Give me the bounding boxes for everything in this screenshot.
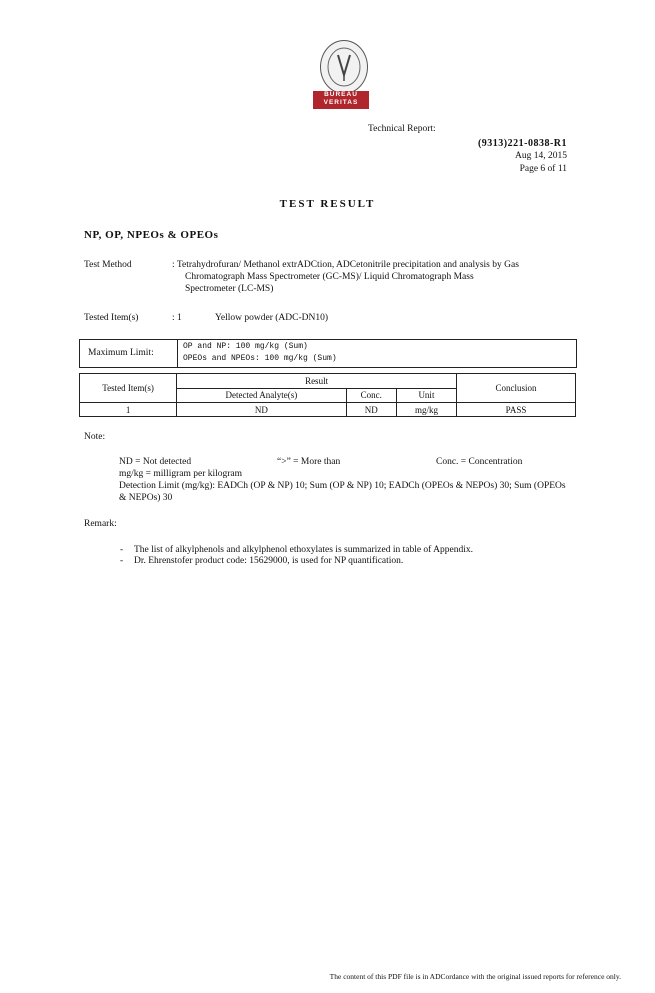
header-result: Result <box>177 374 457 389</box>
maximum-limit-divider <box>177 340 178 367</box>
cell-item: 1 <box>80 403 177 417</box>
remark-list <box>120 545 580 567</box>
section-subtitle: NP, OP, NPEOs & OPEOs <box>84 229 219 241</box>
report-date: Aug 14, 2015 <box>515 151 567 161</box>
header-tested-item: Tested Item(s) <box>80 374 177 403</box>
note-label: Note: <box>84 432 106 442</box>
maximum-limit-box <box>79 339 577 368</box>
tested-item-number: : 1 <box>172 313 182 323</box>
footer-disclaimer: The content of this PDF file is in ADCordance with the original issued reports for reference only. <box>329 972 621 981</box>
cell-unit: mg/kg <box>396 403 456 417</box>
note-detection-line2: & NEPOs) 30 <box>119 493 173 503</box>
tested-item-description: Yellow powder (ADC-DN10) <box>215 313 329 323</box>
report-number: (9313)221-0838-R1 <box>477 138 567 149</box>
header-conclusion: Conclusion <box>457 374 576 403</box>
test-method-line3: Spectrometer (LC-MS) <box>185 284 274 294</box>
header-detected-analyte: Detected Analyte(s) <box>177 388 346 403</box>
cell-conclusion: PASS <box>457 403 576 417</box>
table-row <box>80 403 576 417</box>
list-item: - Dr. Ehrenstofer product code: 15629000, is used for NP quantification. <box>120 556 580 567</box>
bureau-veritas-seal-icon <box>320 40 368 94</box>
note-nd: ND = Not detected <box>119 457 192 467</box>
page-title: TEST RESULT <box>279 198 376 210</box>
maximum-limit-label: Maximum Limit: <box>88 348 154 358</box>
test-method-line1: : Tetrahydrofuran/ Methanol extrADCtion, ADCetonitrile precipitation and analysis by Gas <box>172 260 519 270</box>
note-conc: Conc. = Concentration <box>436 457 523 467</box>
list-item: - The list of alkylphenols and alkylphenol ethoxylates is summarized in table of Appendix. <box>120 545 580 556</box>
logo-line2: VERITAS <box>323 99 359 106</box>
bureau-veritas-logo <box>313 91 369 109</box>
header-conc: Conc. <box>346 388 396 403</box>
cell-conc: ND <box>346 403 396 417</box>
test-method-label: Test Method <box>84 260 132 270</box>
result-table <box>79 373 576 417</box>
maximum-limit-line2: OPEOs and NPEOs: 100 mg/kg (Sum) <box>183 354 337 363</box>
test-method-line2: Chromatograph Mass Spectrometer (GC-MS)/ Liquid Chromatograph Mass <box>185 272 474 282</box>
note-mgkg: mg/kg = milligram per kilogram <box>119 469 243 479</box>
page-number: Page 6 of 11 <box>519 164 567 174</box>
maximum-limit-line1: OP and NP: 100 mg/kg (Sum) <box>183 342 308 351</box>
note-detection-line1: Detection Limit (mg/kg): EADCh (OP & NP) 10; Sum (OP & NP) 10; EADCh (OPEOs & NEPOs) 30; Sum (OPEOs <box>119 481 566 491</box>
report-label: Technical Report: <box>368 124 436 134</box>
logo-line1: BUREAU <box>324 91 358 98</box>
remark-label: Remark: <box>84 519 117 529</box>
tested-item-label: Tested Item(s) <box>84 313 139 323</box>
note-more-than: “>” = More than <box>277 457 341 467</box>
cell-analyte: ND <box>177 403 346 417</box>
header-unit: Unit <box>396 388 456 403</box>
